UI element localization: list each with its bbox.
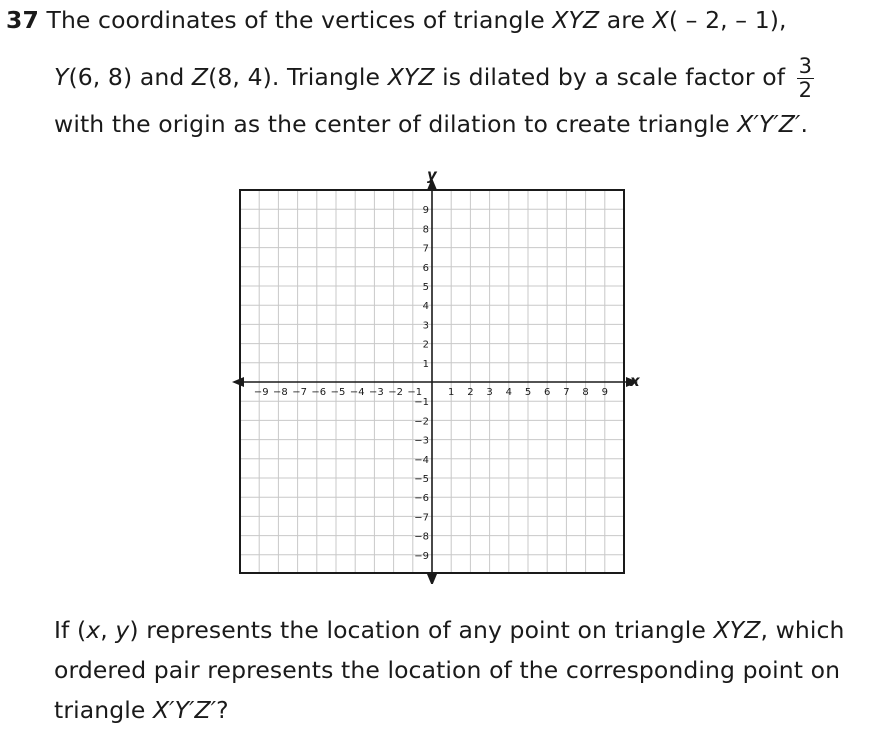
image-triangle-name: X′Y′Z′ [737,110,801,138]
x-axis-label: x [630,372,640,390]
y-tick-label: 7 [422,243,429,255]
axes [232,178,638,584]
y-tick-label: −9 [414,550,429,562]
y-tick-label: −1 [414,397,429,409]
y-tick-label: −6 [414,493,429,505]
triangle-name: XYZ [552,6,600,34]
y-tick-label: −7 [414,512,429,524]
y-axis-arrow-down [427,574,437,584]
question-number: 37 [6,6,39,34]
prompt-text: , which [760,616,845,644]
x-tick-label: 1 [448,387,455,398]
prompt-line-3 [54,696,229,724]
question-text: . [800,110,809,138]
y-tick-label: 6 [422,262,429,274]
question-line-1 [6,6,787,34]
y-tick-label: −2 [414,416,429,428]
x-tick-label: −3 [369,387,384,398]
variable-x: x [86,616,101,644]
vertex-z-coordinates: (8, 4). Triangle [208,63,388,91]
y-tick-label: −4 [414,454,429,466]
x-tick-label: −4 [349,387,365,398]
x-tick-label: −9 [253,387,269,398]
y-tick-label: 9 [422,205,429,217]
image-triangle-name: X′Y′Z′ [152,696,217,724]
prompt-text: If ( [54,616,87,644]
vertex-x-coordinates: ( – 2, – 1), [668,6,787,34]
y-tick-label: −5 [414,474,429,485]
scale-factor-numerator: 3 [798,54,813,78]
x-tick-label: −6 [311,387,327,398]
scale-factor-denominator: 2 [798,78,813,102]
scale-factor-fraction [797,56,814,101]
x-tick-label: 3 [486,387,493,398]
y-tick-label: −3 [414,435,429,447]
y-tick-label: 8 [422,224,429,236]
x-tick-label: −8 [273,387,288,398]
question-line-3 [54,110,808,138]
variable-y: y [115,616,130,644]
y-tick-label: 5 [422,282,429,293]
coordinate-grid [232,164,652,584]
question-text: are [599,6,653,34]
x-tick-label: 9 [601,387,608,398]
vertex-z-label: Z [191,63,209,91]
question-text: The coordinates of the vertices of triangle [46,6,553,34]
prompt-text: ) represents the location of any point on triangle [129,616,714,644]
triangle-name: XYZ [713,616,761,644]
vertex-y-coordinates: (6, 8) and [68,63,192,91]
prompt-text: , [100,616,116,644]
prompt-line-1 [54,616,845,644]
question-text: is dilated by a scale factor of [434,63,786,91]
y-tick-label: 4 [422,301,429,313]
y-axis-label: y [427,166,437,184]
prompt-text: triangle [54,696,153,724]
vertex-y-label: Y [54,63,69,91]
x-tick-label: −7 [292,387,307,398]
prompt-text: ordered pair represents the location of the corresponding point on [54,656,841,684]
prompt-line-2 [54,656,840,684]
x-tick-label: −5 [330,387,346,398]
y-tick-label: −8 [414,531,429,543]
x-tick-label: 2 [467,387,474,398]
x-tick-label: −1 [407,387,423,398]
x-tick-label: 7 [563,387,570,398]
y-tick-label: 3 [422,320,429,332]
y-tick-label: 1 [422,358,429,370]
x-tick-label: 6 [544,387,551,398]
x-tick-label: 4 [505,387,512,398]
y-tick-label: 2 [422,339,429,351]
triangle-name: XYZ [387,63,435,91]
question-line-2 [54,56,814,101]
tick-labels [254,205,608,562]
x-tick-label: 5 [524,387,532,398]
x-tick-label: 8 [582,387,589,398]
prompt-text: ? [216,696,229,724]
x-tick-label: −2 [388,387,403,398]
x-axis-arrow-left [232,377,244,387]
question-text: with the origin as the center of dilation to create triangle [54,110,738,138]
vertex-x-label: X [652,6,669,34]
